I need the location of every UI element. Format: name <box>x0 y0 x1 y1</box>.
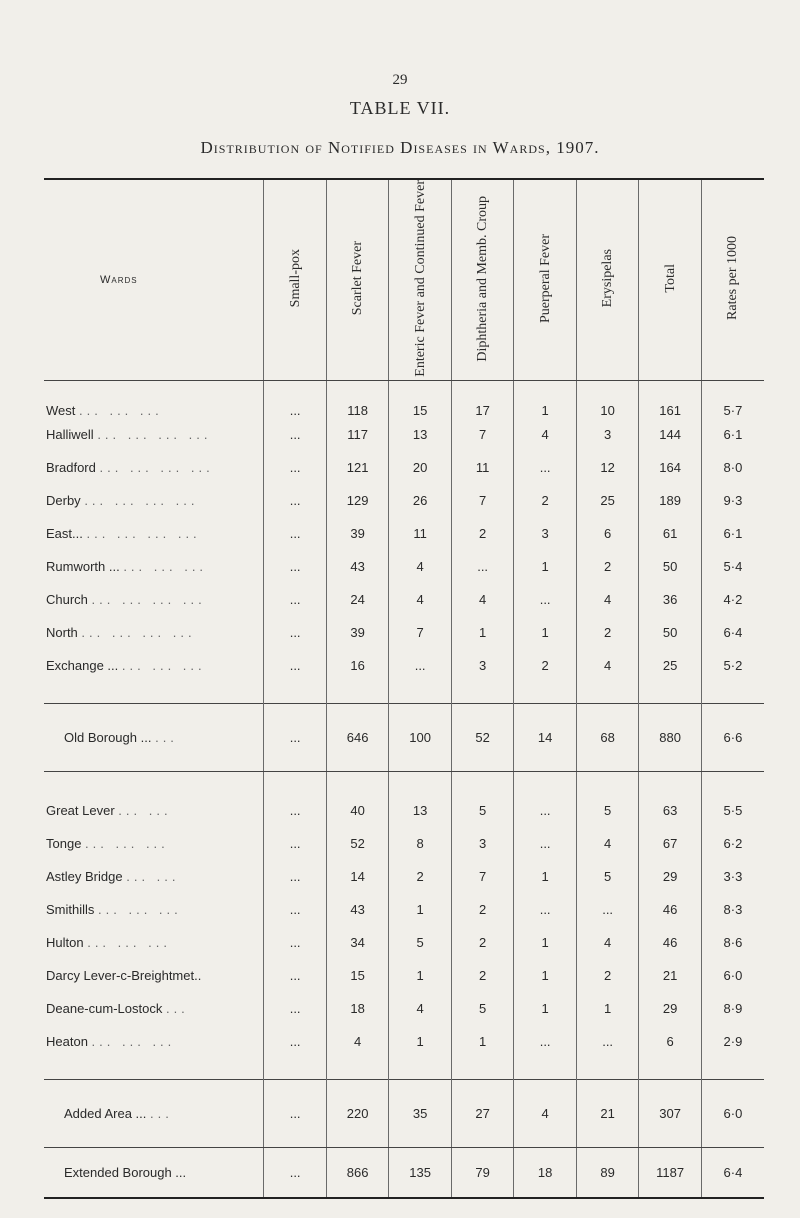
table-cell: 4 <box>389 992 452 1025</box>
table-cell: ... <box>264 380 327 418</box>
header-rates: Rates per 1000 <box>701 179 764 380</box>
table-cell: 6·1 <box>701 418 764 451</box>
header-scarlet-fever: Scarlet Fever <box>326 179 389 380</box>
table-cell: 36 <box>639 583 702 616</box>
table-row <box>44 1025 764 1058</box>
table-cell: 67 <box>639 827 702 860</box>
ward-name <box>44 704 264 772</box>
table-cell: 5·4 <box>701 550 764 583</box>
table-cell: 7 <box>451 418 514 451</box>
table-cell: ... <box>264 959 327 992</box>
table-cell: 4·2 <box>701 583 764 616</box>
table-cell: 1 <box>389 959 452 992</box>
table-cell: 4 <box>576 649 639 682</box>
table-cell: ... <box>264 616 327 649</box>
table-cell: ... <box>264 827 327 860</box>
table-cell: 6·6 <box>701 704 764 772</box>
table-cell: ... <box>264 583 327 616</box>
table-cell: 4 <box>451 583 514 616</box>
header-row <box>44 179 764 380</box>
table-cell: 34 <box>326 926 389 959</box>
table-cell: 129 <box>326 484 389 517</box>
table-row <box>44 893 764 926</box>
ward-name <box>44 794 264 827</box>
old-borough-total-row <box>44 704 764 772</box>
table-cell: 2 <box>451 959 514 992</box>
ward-label: Tonge <box>46 835 82 851</box>
table-cell: ... <box>264 926 327 959</box>
table-cell: 1 <box>514 380 577 418</box>
table-cell: 164 <box>639 451 702 484</box>
leader-dots: ... ... <box>126 868 180 884</box>
header-small-pox: Small-pox <box>264 179 327 380</box>
ward-label: Church <box>46 591 88 607</box>
table-cell: 63 <box>639 794 702 827</box>
table-row <box>44 794 764 827</box>
table-cell: 17 <box>451 380 514 418</box>
table-row <box>44 926 764 959</box>
table-cell: 79 <box>451 1148 514 1198</box>
table-cell: 18 <box>514 1148 577 1198</box>
table-cell: 11 <box>451 451 514 484</box>
table-cell: 52 <box>451 704 514 772</box>
table-cell: 2 <box>576 616 639 649</box>
table-cell: ... <box>264 992 327 1025</box>
leader-dots: ... ... ... ... <box>91 591 206 607</box>
table-cell: 6 <box>576 517 639 550</box>
ward-label: Deane-cum-Lostock <box>46 1000 163 1016</box>
leader-dots: ... ... ... <box>123 558 208 574</box>
leader-dots: ... <box>155 730 178 746</box>
table-cell: 3·3 <box>701 860 764 893</box>
table-cell: 2·9 <box>701 1025 764 1058</box>
spacer-row <box>44 1058 764 1080</box>
table-cell: ... <box>264 794 327 827</box>
ward-label: Extended Borough ... <box>64 1164 187 1180</box>
table-cell: 8·6 <box>701 926 764 959</box>
leader-dots: ... ... ... <box>87 934 171 950</box>
ward-label: Great Lever <box>46 802 115 818</box>
table-cell: ... <box>264 1148 327 1198</box>
leader-dots: ... <box>165 1000 189 1016</box>
table-cell: 10 <box>576 380 639 418</box>
table-cell: 4 <box>514 1080 577 1148</box>
table-cell: 646 <box>326 704 389 772</box>
ward-name <box>44 860 264 893</box>
leader-dots: ... ... ... ... <box>81 624 196 640</box>
table-cell: 4 <box>389 550 452 583</box>
leader-dots: ... ... ... <box>91 1033 176 1049</box>
table-row <box>44 517 764 550</box>
ward-label: Exchange ... <box>46 657 119 673</box>
table-subtitle: Distribution of Notified Diseases in Wards, 1907. <box>200 138 600 157</box>
table-cell: 6·4 <box>701 616 764 649</box>
table-cell: 15 <box>389 380 452 418</box>
table-cell: 1 <box>514 550 577 583</box>
table-cell: 12 <box>576 451 639 484</box>
table-cell: 14 <box>326 860 389 893</box>
table-cell: ... <box>264 517 327 550</box>
table-row <box>44 451 764 484</box>
table-cell: 7 <box>451 860 514 893</box>
table-cell: ... <box>264 893 327 926</box>
header-total: Total <box>639 179 702 380</box>
ward-name <box>44 926 264 959</box>
table-cell: 5 <box>576 794 639 827</box>
ward-label: Hulton <box>46 934 84 950</box>
table-cell: ... <box>389 649 452 682</box>
table-cell: 1 <box>514 992 577 1025</box>
leader-dots: ... ... ... <box>79 402 163 418</box>
table-cell: 220 <box>326 1080 389 1148</box>
table-cell: 21 <box>639 959 702 992</box>
page-number: 29 <box>392 72 408 88</box>
table-cell: 29 <box>639 860 702 893</box>
table-cell: 117 <box>326 418 389 451</box>
table-cell: 14 <box>514 704 577 772</box>
ward-label: Added Area ... <box>64 1106 147 1122</box>
table-cell: 4 <box>389 583 452 616</box>
ward-label: Derby <box>46 492 81 508</box>
table-cell: 43 <box>326 550 389 583</box>
header-puerperal-fever: Puerperal Fever <box>514 179 577 380</box>
table-cell: ... <box>576 1025 639 1058</box>
table-cell: 2 <box>576 550 639 583</box>
table-cell: 161 <box>639 380 702 418</box>
header-wards: Wards <box>44 179 264 380</box>
table-cell: 5·2 <box>701 649 764 682</box>
added-area-total-row <box>44 1080 764 1148</box>
table-cell: 5 <box>389 926 452 959</box>
table-row <box>44 418 764 451</box>
table-cell: 50 <box>639 616 702 649</box>
table-cell: 8·3 <box>701 893 764 926</box>
table-cell: 1187 <box>639 1148 702 1198</box>
ward-label: North <box>46 624 78 640</box>
ward-name <box>44 1080 264 1148</box>
ward-name <box>44 616 264 649</box>
table-row <box>44 649 764 682</box>
ward-name <box>44 550 264 583</box>
table-cell: ... <box>514 451 577 484</box>
table-cell: 68 <box>576 704 639 772</box>
header-diphtheria: Diphtheria and Memb. Croup <box>451 179 514 380</box>
ward-label: Darcy Lever-c-Breightmet.. <box>46 967 202 983</box>
ward-label: East... <box>46 525 83 541</box>
ward-name <box>44 1148 264 1198</box>
spacer-row <box>44 682 764 704</box>
table-cell: 25 <box>576 484 639 517</box>
table-cell: 29 <box>639 992 702 1025</box>
ward-label: Smithills <box>46 901 95 917</box>
table-cell: ... <box>514 827 577 860</box>
table-cell: 27 <box>451 1080 514 1148</box>
table-row <box>44 992 764 1025</box>
table-cell: 2 <box>451 893 514 926</box>
table-row <box>44 380 764 418</box>
table-cell: 3 <box>576 418 639 451</box>
ward-name <box>44 959 264 992</box>
table-cell: 18 <box>326 992 389 1025</box>
table-cell: ... <box>264 649 327 682</box>
table-cell: 5 <box>576 860 639 893</box>
ward-name <box>44 827 264 860</box>
table-cell: 25 <box>639 649 702 682</box>
ward-label: Halliwell <box>46 426 94 442</box>
table-cell: 8 <box>389 827 452 860</box>
leader-dots: ... ... ... ... <box>97 426 212 442</box>
table-cell: 6·0 <box>701 1080 764 1148</box>
table-cell: 2 <box>451 926 514 959</box>
table-cell: 13 <box>389 418 452 451</box>
table-row <box>44 860 764 893</box>
table-row <box>44 550 764 583</box>
table-cell: 3 <box>451 827 514 860</box>
table-cell: 1 <box>389 1025 452 1058</box>
leader-dots: ... ... ... ... <box>99 459 214 475</box>
extended-borough-total-row <box>44 1148 764 1198</box>
table-cell: 1 <box>451 1025 514 1058</box>
table-cell: 26 <box>389 484 452 517</box>
table-cell: 20 <box>389 451 452 484</box>
table-row <box>44 484 764 517</box>
table-cell: 9·3 <box>701 484 764 517</box>
table-cell: ... <box>264 418 327 451</box>
ward-label: Rumworth ... <box>46 558 120 574</box>
ward-name <box>44 484 264 517</box>
table-cell: ... <box>576 893 639 926</box>
ward-name <box>44 649 264 682</box>
table-cell: 4 <box>326 1025 389 1058</box>
table-cell: 100 <box>389 704 452 772</box>
table-cell: 3 <box>451 649 514 682</box>
leader-dots: ... <box>150 1106 173 1122</box>
table-cell: 307 <box>639 1080 702 1148</box>
table-cell: 40 <box>326 794 389 827</box>
ward-label: Old Borough ... <box>64 730 152 746</box>
table-cell: 5 <box>451 992 514 1025</box>
table-cell: ... <box>264 484 327 517</box>
table-cell: ... <box>514 583 577 616</box>
table-cell: 6·1 <box>701 517 764 550</box>
table-cell: 1 <box>576 992 639 1025</box>
table-cell: 61 <box>639 517 702 550</box>
disease-table <box>44 178 764 1199</box>
ward-name <box>44 992 264 1025</box>
table-cell: 11 <box>389 517 452 550</box>
table-cell: 880 <box>639 704 702 772</box>
table-cell: ... <box>451 550 514 583</box>
ward-label: Astley Bridge <box>46 868 123 884</box>
table-cell: 2 <box>514 649 577 682</box>
table-cell: 1 <box>514 860 577 893</box>
table-cell: 16 <box>326 649 389 682</box>
table-cell: 4 <box>576 827 639 860</box>
table-cell: 35 <box>389 1080 452 1148</box>
ward-label: Heaton <box>46 1033 88 1049</box>
ward-name <box>44 418 264 451</box>
table-cell: 1 <box>451 616 514 649</box>
header-erysipelas: Erysipelas <box>576 179 639 380</box>
table-cell: ... <box>514 794 577 827</box>
table-cell: 3 <box>514 517 577 550</box>
table-cell: 189 <box>639 484 702 517</box>
table-cell: ... <box>514 893 577 926</box>
leader-dots: ... ... ... ... <box>86 525 201 541</box>
table-cell: 2 <box>576 959 639 992</box>
leader-dots: ... ... ... <box>85 835 169 851</box>
table-cell: 4 <box>576 926 639 959</box>
ward-name <box>44 893 264 926</box>
table-cell: 1 <box>514 616 577 649</box>
table-cell: 24 <box>326 583 389 616</box>
table-cell: 52 <box>326 827 389 860</box>
table-cell: 8·9 <box>701 992 764 1025</box>
table-cell: 43 <box>326 893 389 926</box>
spacer-row <box>44 772 764 794</box>
table-cell: 6·2 <box>701 827 764 860</box>
table-cell: 2 <box>389 860 452 893</box>
table-cell: 144 <box>639 418 702 451</box>
table-cell: 6·0 <box>701 959 764 992</box>
table-cell: 1 <box>514 959 577 992</box>
table-cell: 5·5 <box>701 794 764 827</box>
table-cell: 866 <box>326 1148 389 1198</box>
table-cell: 2 <box>514 484 577 517</box>
table-cell: 13 <box>389 794 452 827</box>
table-cell: 1 <box>514 926 577 959</box>
table-cell: ... <box>264 1025 327 1058</box>
ward-name <box>44 451 264 484</box>
table-cell: 5·7 <box>701 380 764 418</box>
ward-label: West <box>46 402 76 418</box>
table-cell: 50 <box>639 550 702 583</box>
table-cell: 8·0 <box>701 451 764 484</box>
leader-dots: ... ... <box>118 802 172 818</box>
table-cell: 1 <box>389 893 452 926</box>
table-cell: ... <box>264 550 327 583</box>
leader-dots: ... ... ... ... <box>84 492 199 508</box>
table-cell: 6 <box>639 1025 702 1058</box>
table-cell: 4 <box>576 583 639 616</box>
table-title: TABLE VII. <box>349 98 451 118</box>
leader-dots: ... ... ... <box>121 657 206 673</box>
table-cell: ... <box>264 860 327 893</box>
table-cell: 39 <box>326 517 389 550</box>
table-cell: 121 <box>326 451 389 484</box>
table-row <box>44 959 764 992</box>
table-row <box>44 583 764 616</box>
table-cell: 39 <box>326 616 389 649</box>
table-cell: 21 <box>576 1080 639 1148</box>
table-cell: 6·4 <box>701 1148 764 1198</box>
table-row <box>44 827 764 860</box>
ward-name <box>44 380 264 418</box>
table-cell: 46 <box>639 926 702 959</box>
table-cell: ... <box>264 704 327 772</box>
table-cell: ... <box>264 451 327 484</box>
header-enteric-fever: Enteric Fever and Continued Fever <box>389 179 452 380</box>
ward-label: Bradford <box>46 459 96 475</box>
ward-name <box>44 583 264 616</box>
table-cell: ... <box>264 1080 327 1148</box>
table-cell: ... <box>514 1025 577 1058</box>
table-cell: 89 <box>576 1148 639 1198</box>
table-cell: 5 <box>451 794 514 827</box>
table-cell: 7 <box>389 616 452 649</box>
table-cell: 2 <box>451 517 514 550</box>
table-row <box>44 616 764 649</box>
leader-dots: ... ... ... <box>98 901 182 917</box>
table-cell: 135 <box>389 1148 452 1198</box>
table-cell: 46 <box>639 893 702 926</box>
ward-name <box>44 517 264 550</box>
table-cell: 4 <box>514 418 577 451</box>
ward-name <box>44 1025 264 1058</box>
table-cell: 7 <box>451 484 514 517</box>
table-cell: 15 <box>326 959 389 992</box>
table-cell: 118 <box>326 380 389 418</box>
